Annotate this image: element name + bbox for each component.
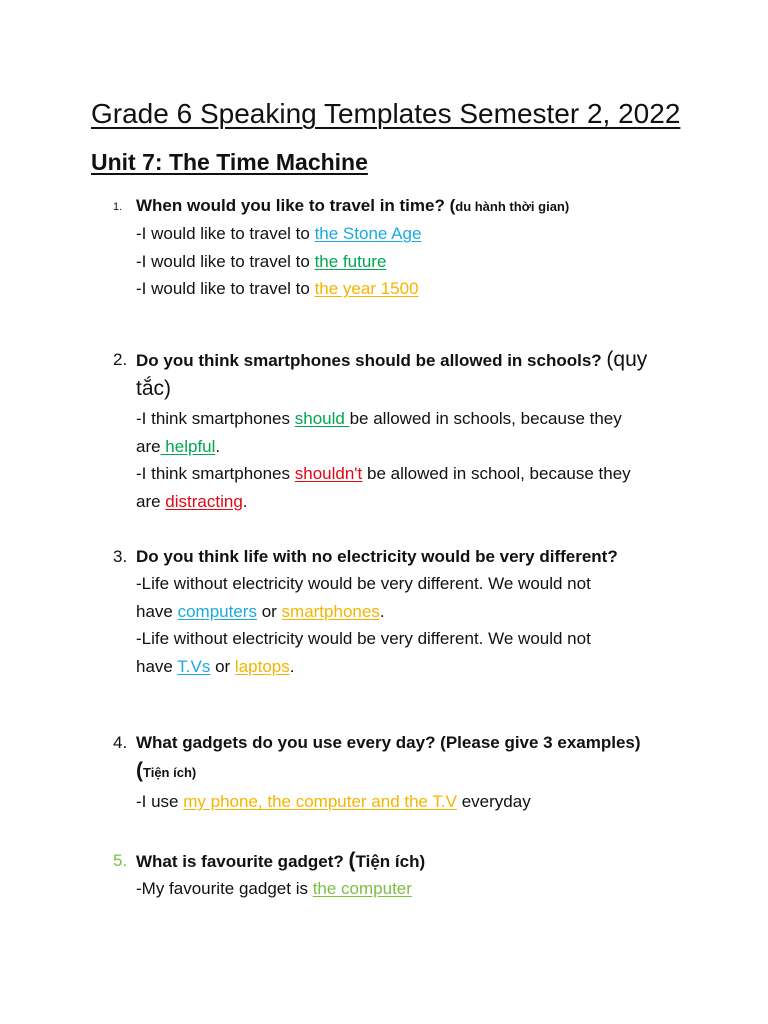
answer-line: -I would like to travel to the future: [136, 251, 387, 271]
highlighted-answer: should: [294, 409, 350, 428]
highlighted-answer: helpful: [160, 436, 216, 456]
highlighted-answer: T.Vs: [177, 656, 211, 676]
question-text: What gadgets do you use every day? (Please give 3 examples): [136, 733, 641, 752]
highlighted-answer: my phone, the computer and the T.V: [183, 792, 457, 811]
question-note: du hành thời gian): [455, 199, 570, 214]
answer-line: have computers or smartphones.: [136, 601, 385, 621]
highlighted-answer: smartphones: [281, 601, 380, 621]
answer-line: -Life without electricity would be very different. We would not: [136, 629, 591, 648]
page-title: Grade 6 Speaking Templates Semester 2, 2022: [91, 98, 681, 129]
highlighted-answer: shouldn't: [294, 464, 363, 483]
question-number: 5.: [113, 851, 128, 870]
question-text: Do you think life with no electricity would be very different?: [136, 547, 618, 566]
answer-line: -I think smartphones should be allowed in schools, because they: [136, 409, 622, 428]
question-number: 4.: [113, 733, 128, 752]
unit-heading: Unit 7: The Time Machine: [91, 149, 368, 175]
question-note-continued: tắc): [136, 377, 172, 400]
question-number: 2.: [113, 350, 128, 369]
highlighted-answer: distracting: [165, 491, 243, 511]
answer-line: -Life without electricity would be very different. We would not: [136, 574, 591, 593]
question-text: Do you think smartphones should be allowed in schools? (quy: [136, 348, 648, 371]
question-number: 3.: [113, 547, 128, 566]
answer-line: -My favourite gadget is the computer: [136, 879, 412, 898]
answer-line: have T.Vs or laptops.: [136, 656, 295, 676]
highlighted-answer: the Stone Age: [314, 224, 422, 243]
highlighted-answer: computers: [177, 601, 257, 621]
question-note: (quy: [606, 348, 648, 371]
answer-line: -I would like to travel to the Stone Age: [136, 224, 422, 243]
question-text: What is favourite gadget? (Tiện ích): [136, 849, 426, 872]
question-note: Tiện ích): [355, 852, 426, 871]
answer-line: are distracting.: [136, 491, 248, 511]
question-number: 1.: [113, 201, 123, 213]
answer-line: are helpful.: [136, 436, 221, 456]
answer-line: -I use my phone, the computer and the T.V everyday: [136, 792, 531, 811]
answer-line: -I would like to travel to the year 1500: [136, 279, 419, 298]
highlighted-answer: the computer: [312, 879, 412, 898]
answer-line: -I think smartphones shouldn't be allowed in school, because they: [136, 464, 631, 483]
highlighted-answer: laptops: [234, 656, 290, 676]
question-note: (Tiện ích): [136, 759, 197, 782]
highlighted-answer: the year 1500: [314, 279, 419, 298]
highlighted-answer: the future: [314, 251, 387, 271]
question-text: When would you like to travel in time? (du hành thời gian): [136, 196, 570, 215]
